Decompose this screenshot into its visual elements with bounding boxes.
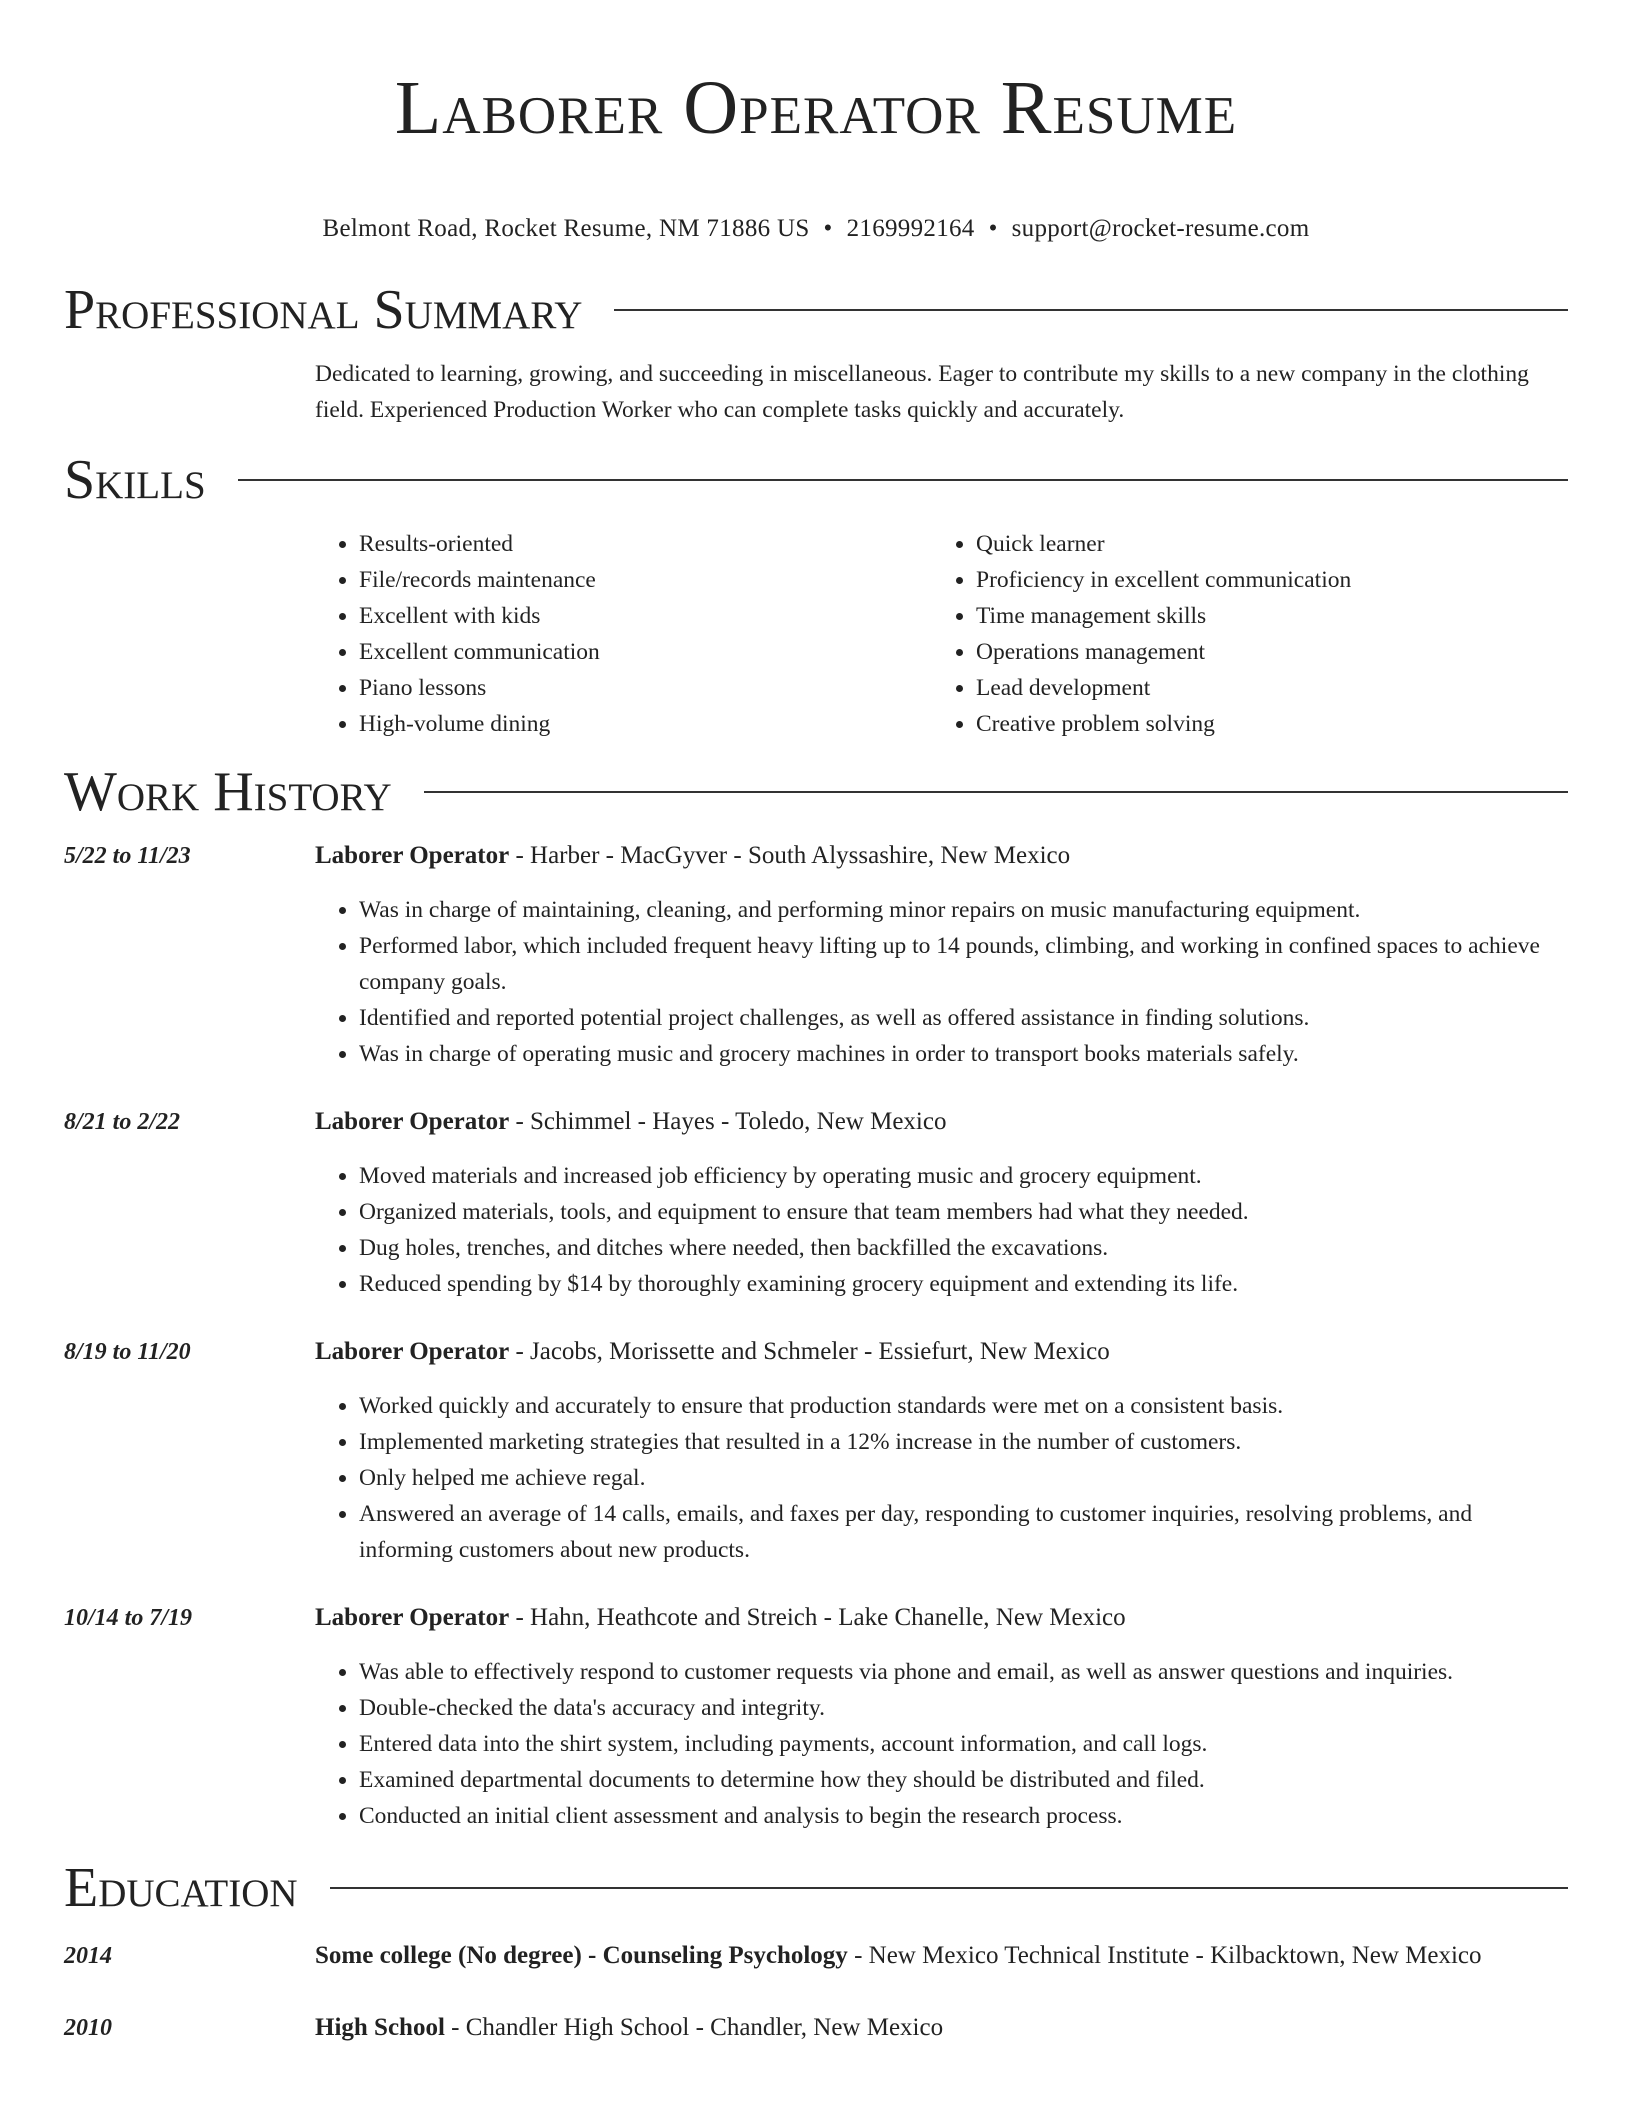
education-details: - Chandler High School - Chandler, New Mexico	[444, 2014, 944, 2041]
job-bullet: • Only helped me achieve regal.	[359, 1460, 1568, 1496]
job-bullet: • Implemented marketing strategies that resulted in a 12% increase in the number of customers.	[359, 1424, 1568, 1460]
education-section-header	[64, 1856, 1568, 1920]
job-bullet: • Was in charge of operating music and grocery machines in order to transport books materials safely.	[359, 1036, 1568, 1072]
section-divider	[614, 309, 1568, 311]
job-bullet: • Entered data into the shirt system, including payments, account information, and call logs.	[359, 1726, 1568, 1762]
job-title: Laborer Operator	[315, 1604, 510, 1631]
job-bullet: • Reduced spending by $14 by thoroughly examining grocery equipment and extending its life.	[359, 1266, 1568, 1302]
job-bullet: • Answered an average of 14 calls, emails, and faxes per day, responding to customer inquiries, resolving problems, and informing customers about new products.	[359, 1496, 1568, 1568]
education-text	[315, 2010, 943, 2046]
skills-heading: Skills	[64, 449, 206, 511]
job-bullet: • Examined departmental documents to determine how they should be distributed and filed.	[359, 1762, 1568, 1798]
education-details: - New Mexico Technical Institute - Kilbacktown, New Mexico	[847, 1942, 1482, 1969]
job-dates: 8/19 to 11/20	[64, 1339, 191, 1365]
job-bullet: • Dug holes, trenches, and ditches where needed, then backfilled the excavations.	[359, 1230, 1568, 1266]
job-bullet: • Identified and reported potential project challenges, as well as offered assistance in finding solutions.	[359, 1000, 1568, 1036]
work-section-header	[64, 760, 1568, 824]
job-details: - Hahn, Heathcote and Streich - Lake Chanelle, New Mexico	[509, 1604, 1126, 1631]
job-bullet: • Double-checked the data's accuracy and integrity.	[359, 1690, 1568, 1726]
skill-item: • Operations management	[976, 634, 1549, 670]
job-bullets	[315, 892, 1568, 1072]
skill-item: • Excellent communication	[359, 634, 932, 670]
job-title: Laborer Operator	[315, 1108, 510, 1135]
education-year: 2014	[64, 1943, 112, 1969]
job-bullet: • Worked quickly and accurately to ensure that production standards were met on a consistent basis.	[359, 1388, 1568, 1424]
education-heading: Education	[64, 1857, 298, 1919]
education-degree: Some college (No degree) - Counseling Psychology	[315, 1942, 848, 1969]
job-bullet: • Moved materials and increased job efficiency by operating music and grocery equipment.	[359, 1158, 1568, 1194]
summary-text: Dedicated to learning, growing, and succeeding in miscellaneous. Eager to contribute my skills to a new company in the clothing field. Experienced Production Worker who can complete tasks quickly and accurately.	[315, 361, 1529, 423]
job-bullets	[315, 1388, 1568, 1568]
job-heading	[315, 838, 1568, 874]
job-heading	[315, 1334, 1568, 1370]
summary-section-header	[64, 278, 1568, 342]
job-bullet: • Organized materials, tools, and equipment to ensure that team members had what they needed.	[359, 1194, 1568, 1230]
job-heading	[315, 1600, 1568, 1636]
job-details: - Jacobs, Morissette and Schmeler - Essiefurt, New Mexico	[509, 1338, 1110, 1365]
education-year: 2010	[64, 2015, 112, 2041]
job-dates: 5/22 to 11/23	[64, 843, 191, 869]
skill-item: • Piano lessons	[359, 670, 932, 706]
education-entry	[64, 1938, 1568, 1974]
job-body	[315, 838, 1568, 1072]
contact-line	[64, 212, 1568, 246]
job-dates: 8/21 to 2/22	[64, 1109, 181, 1135]
contact-separator: •	[823, 215, 833, 242]
job-details: - Harber - MacGyver - South Alyssashire, New Mexico	[509, 842, 1071, 869]
job-bullets	[315, 1158, 1568, 1302]
job-title: Laborer Operator	[315, 842, 510, 869]
job-dates: 10/14 to 7/19	[64, 1605, 193, 1631]
contact-phone: 2169992164	[846, 215, 975, 242]
job-details: - Schimmel - Hayes - Toledo, New Mexico	[509, 1108, 947, 1135]
section-divider	[424, 791, 1568, 793]
education-entry	[64, 2010, 1568, 2046]
skills-column-right	[932, 526, 1549, 742]
contact-address: Belmont Road, Rocket Resume, NM 71886 US	[322, 215, 810, 242]
job-bullet: • Was able to effectively respond to customer requests via phone and email, as well as answer questions and inquiries.	[359, 1654, 1568, 1690]
skills-column-left	[315, 526, 932, 742]
work-heading: Work History	[64, 761, 392, 823]
job-entry	[64, 838, 1568, 1072]
summary-heading: Professional Summary	[64, 279, 583, 341]
job-bullet: • Performed labor, which included frequent heavy lifting up to 14 pounds, climbing, and working in confined spaces to achieve company goals.	[359, 928, 1568, 1000]
skill-item: • Quick learner	[976, 526, 1549, 562]
job-bullet: • Conducted an initial client assessment and analysis to begin the research process.	[359, 1798, 1568, 1834]
skill-item: • Creative problem solving	[976, 706, 1549, 742]
job-bullets	[315, 1654, 1568, 1834]
skill-item: • Time management skills	[976, 598, 1549, 634]
skill-item: • Lead development	[976, 670, 1549, 706]
job-entry	[64, 1334, 1568, 1568]
skill-item: • Results-oriented	[359, 526, 932, 562]
job-body	[315, 1334, 1568, 1568]
contact-email: support@rocket-resume.com	[1011, 215, 1310, 242]
resume-title: Laborer Operator Resume	[394, 66, 1238, 150]
job-entry	[64, 1104, 1568, 1302]
job-bullet: • Was in charge of maintaining, cleaning, and performing minor repairs on music manufacturing equipment.	[359, 892, 1568, 928]
section-divider	[330, 1887, 1568, 1889]
skills-list	[315, 526, 1568, 742]
job-body	[315, 1600, 1568, 1834]
skill-item: • File/records maintenance	[359, 562, 932, 598]
section-divider	[238, 479, 1568, 481]
job-body	[315, 1104, 1568, 1302]
education-degree: High School	[315, 2014, 445, 2041]
job-title: Laborer Operator	[315, 1338, 510, 1365]
skills-section-header	[64, 448, 1568, 512]
skill-item: • High-volume dining	[359, 706, 932, 742]
job-entry	[64, 1600, 1568, 1834]
skill-item: • Excellent with kids	[359, 598, 932, 634]
education-text	[315, 1938, 1482, 1974]
contact-separator: •	[988, 215, 998, 242]
job-heading	[315, 1104, 1568, 1140]
skill-item: • Proficiency in excellent communication	[976, 562, 1549, 598]
